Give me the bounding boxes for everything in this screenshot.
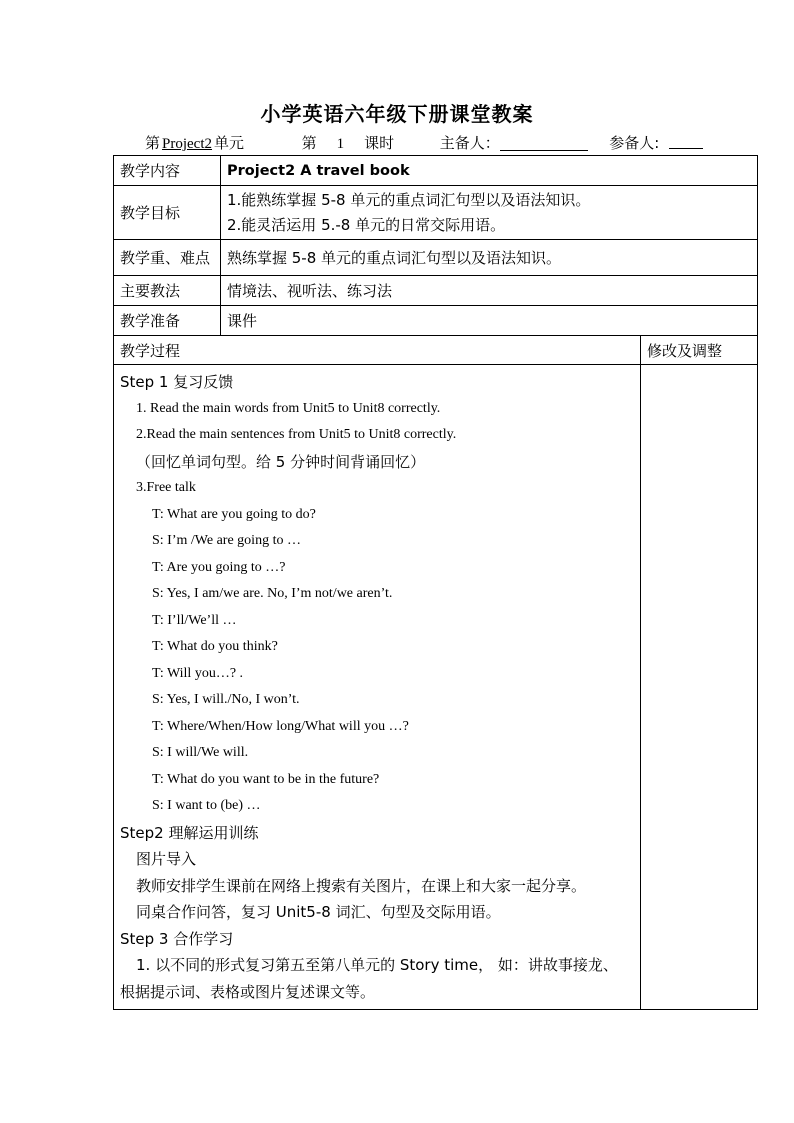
process-line: 根据提示词、表格或图片复述课文等。 — [120, 982, 376, 1001]
table-row — [114, 306, 758, 336]
process-line: 1. 以不同的形式复习第五至第八单元的 Story time， 如：讲故事接龙、 — [136, 956, 618, 974]
process-line: 图片导入 — [136, 850, 197, 868]
focus-label: 教学重、难点 — [114, 240, 221, 276]
process-line: （回忆单词句型。给 5 分钟时间背诵回忆） — [136, 452, 426, 471]
dialogue-line: T: I’ll/We’ll … — [152, 612, 237, 628]
table-row — [114, 336, 758, 365]
preparer-label: 主备人： — [439, 134, 500, 152]
focus-value: 熟练掌握 5-8 单元的重点词汇句型以及语法知识。 — [221, 240, 758, 276]
participant-value — [669, 134, 703, 149]
dialogue-line: T: Where/When/How long/What will you …? — [152, 718, 409, 734]
content-label: 教学内容 — [114, 156, 221, 186]
process-line: 3.Free talk — [136, 480, 196, 495]
process-label: 教学过程 — [114, 336, 641, 365]
unit-suffix: 单元 — [214, 134, 245, 152]
prep-label: 教学准备 — [114, 306, 221, 336]
adjust-cell — [641, 365, 758, 1010]
dialogue-line: S: Yes, I am/we are. No, I’m not/we aren’t. — [152, 586, 393, 601]
goal-item: 1.能熟练掌握 5-8 单元的重点词汇句型以及语法知识。 — [227, 190, 591, 209]
lesson-plan-table — [113, 155, 758, 1010]
dialogue-line: T: Will you…? . — [152, 665, 244, 681]
adjust-label: 修改及调整 — [641, 336, 758, 365]
step-heading: Step 1 复习反馈 — [120, 373, 234, 391]
table-row — [114, 365, 758, 1010]
goal-item: 2.能灵活运用 5.-8 单元的日常交际用语。 — [227, 215, 506, 234]
process-line: 同桌合作问答，复习 Unit5-8 词汇、句型及交际用语。 — [136, 903, 501, 921]
lesson-value: 1 — [336, 136, 345, 152]
goals-value — [221, 186, 758, 240]
dialogue-line: S: I will/We will. — [152, 745, 249, 760]
content-value: Project2 A travel book — [221, 156, 758, 186]
goals-label: 教学目标 — [114, 186, 221, 240]
participant-label: 参备人: — [609, 134, 660, 152]
prep-value: 课件 — [221, 306, 758, 336]
dialogue-line: T: What do you think? — [152, 639, 278, 654]
dialogue-line: S: I want to (be) … — [152, 798, 261, 813]
unit-prefix: 第 — [145, 134, 161, 152]
dialogue-line: S: Yes, I will./No, I won’t. — [152, 692, 300, 707]
table-row — [114, 186, 758, 240]
table-row — [114, 240, 758, 276]
methods-label: 主要教法 — [114, 276, 221, 306]
step-heading: Step2 理解运用训练 — [120, 823, 259, 842]
page-title: 小学英语六年级下册课堂教案 — [260, 102, 534, 126]
dialogue-line: T: What are you going to do? — [152, 506, 316, 522]
table-row — [114, 156, 758, 186]
process-line: 1. Read the main words from Unit5 to Unit8 correctly. — [136, 400, 441, 416]
dialogue-line: T: What do you want to be in the future? — [152, 771, 380, 787]
step-heading: Step 3 合作学习 — [120, 929, 234, 948]
lesson-prefix: 第 — [301, 134, 317, 152]
lesson-suffix: 课时 — [364, 134, 395, 152]
process-line: 2.Read the main sentences from Unit5 to Unit8 correctly. — [136, 427, 457, 442]
lesson-header — [145, 132, 703, 153]
process-body — [114, 365, 641, 1010]
unit-value: Project2 — [162, 136, 213, 152]
preparer-value — [500, 136, 588, 151]
methods-value: 情境法、视听法、练习法 — [221, 276, 758, 306]
process-line: 教师安排学生课前在网络上搜索有关图片，在课上和大家一起分享。 — [136, 876, 587, 895]
table-row — [114, 276, 758, 306]
dialogue-line: S: I’m /We are going to … — [152, 533, 301, 548]
dialogue-line: T: Are you going to …? — [152, 559, 286, 575]
